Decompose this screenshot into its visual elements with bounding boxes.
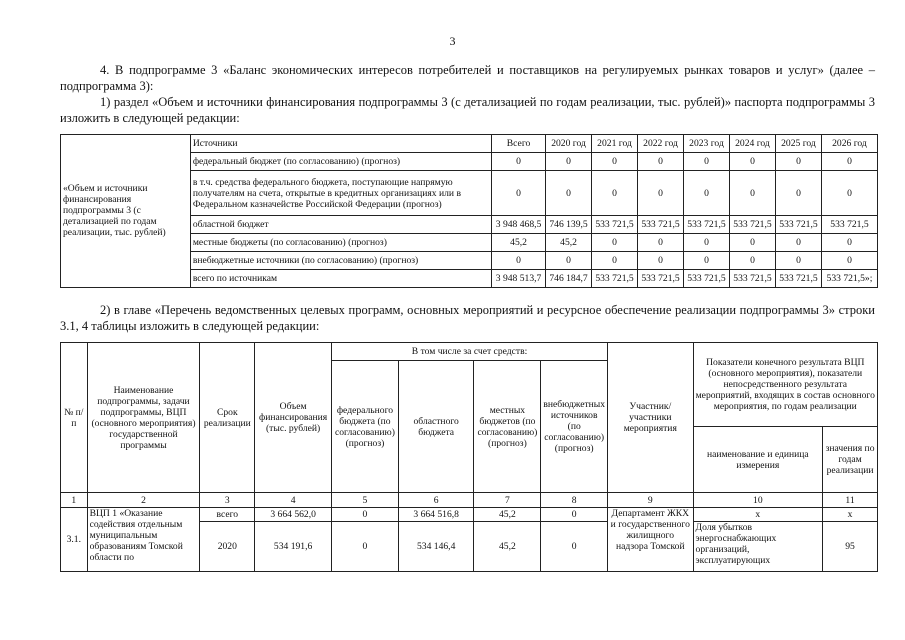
column-number: 7	[474, 493, 541, 508]
column-number: 8	[541, 493, 608, 508]
cell: 0	[592, 153, 638, 171]
cell-federal: 0	[332, 508, 399, 522]
cell: 0	[638, 153, 684, 171]
cell: 0	[592, 171, 638, 216]
cell: 0	[638, 234, 684, 252]
paragraph-subitem-1-text: 1) раздел «Объем и источники финансирования подпрограммы 3 (с детализацией по годам реализации, тыс. рублей)» паспорта подпрограммы 3 изложить в следующей редакции:	[60, 95, 875, 125]
cell: 533 721,5	[592, 270, 638, 288]
header-sources: Источники	[190, 135, 491, 153]
table-row	[61, 508, 878, 522]
row-label: всего по источникам	[190, 270, 491, 288]
cell: 0	[546, 171, 592, 216]
header-indicator-name: наименование и единица измерения	[693, 427, 823, 493]
cell-regional: 3 664 516,8	[398, 508, 474, 522]
header-total: Всего	[492, 135, 546, 153]
cell: 746 139,5	[546, 216, 592, 234]
cell: 0	[492, 153, 546, 171]
cell: 0	[546, 252, 592, 270]
column-number: 11	[823, 493, 878, 508]
cell: 0	[592, 252, 638, 270]
cell-local: 45,2	[474, 508, 541, 522]
column-number: 4	[255, 493, 332, 508]
cell-indicator-name: x	[693, 508, 823, 522]
column-number: 10	[693, 493, 823, 508]
header-2022: 2022 год	[638, 135, 684, 153]
cell-local: 45,2	[474, 522, 541, 572]
row-label: в т.ч. средства федерального бюджета, поступающие напрямую получателям на счета, открытые в кредитных организациях или в Федеральном казначействе Российской Федерации (прогноз)	[190, 171, 491, 216]
cell: 0	[684, 153, 730, 171]
cell: 0	[775, 153, 821, 171]
row-label: областной бюджет	[190, 216, 491, 234]
cell: 0	[638, 252, 684, 270]
cell: 3 948 468,5	[492, 216, 546, 234]
header-2025: 2025 год	[775, 135, 821, 153]
cell: 0	[492, 252, 546, 270]
cell-regional: 534 146,4	[398, 522, 474, 572]
header-federal: федерального бюджета (по согласованию) (прогноз)	[332, 361, 399, 493]
header-indicators: Показатели конечного результата ВЦП (основного мероприятия), показатели непосредственного результата мероприятий, входящих в состав основного мероприятия, по годам реализации	[693, 343, 877, 427]
paragraph-item-4	[60, 62, 875, 94]
cell: 0	[684, 234, 730, 252]
cell: 0	[684, 171, 730, 216]
cell-volume: 3 664 562,0	[255, 508, 332, 522]
cell: 0	[775, 234, 821, 252]
cell-volume: 534 191,6	[255, 522, 332, 572]
header-including: В том числе за счет средств:	[332, 343, 608, 361]
row-name: ВЦП 1 «Оказание содействия отдельным муниципальным образованиям Томской области по	[87, 508, 200, 572]
header-regional: областного бюджета	[398, 361, 474, 493]
cell: 533 721,5	[638, 270, 684, 288]
cell: 0	[821, 153, 877, 171]
cell: 0	[729, 171, 775, 216]
header-2023: 2023 год	[684, 135, 730, 153]
cell: 45,2	[546, 234, 592, 252]
cell: 0	[729, 252, 775, 270]
cell: 0	[775, 171, 821, 216]
cell: 0	[821, 252, 877, 270]
cell: 533 721,5	[775, 270, 821, 288]
paragraph-subitem-2	[60, 302, 875, 334]
cell-term: всего	[200, 508, 255, 522]
programs-table	[60, 342, 878, 572]
column-number: 9	[608, 493, 694, 508]
cell: 533 721,5	[592, 216, 638, 234]
cell: 533 721,5»;	[821, 270, 877, 288]
cell-indicator-value: 95	[823, 522, 878, 572]
row-number: 3.1.	[61, 508, 88, 572]
header-2021: 2021 год	[592, 135, 638, 153]
row-label: федеральный бюджет (по согласованию) (прогноз)	[190, 153, 491, 171]
cell: 0	[775, 252, 821, 270]
header-volume: Объем финансирования (тыс. рублей)	[255, 343, 332, 493]
cell-extrabudget: 0	[541, 522, 608, 572]
cell: 533 721,5	[775, 216, 821, 234]
header-term: Срок реализации	[200, 343, 255, 493]
cell: 0	[821, 171, 877, 216]
paragraph-subitem-2-text: 2) в главе «Перечень ведомственных целевых программ, основных мероприятий и ресурсное обеспечение реализации подпрограммы 3» строки 3.1, 4 таблицы изложить в следующей редакции:	[60, 303, 875, 333]
column-number: 2	[87, 493, 200, 508]
cell-indicator-name: Доля убытков энергоснабжающих организаций, эксплуатирующих	[693, 522, 823, 572]
financing-table	[60, 134, 878, 288]
header-2024: 2024 год	[729, 135, 775, 153]
cell: 533 721,5	[638, 216, 684, 234]
cell: 746 184,7	[546, 270, 592, 288]
cell: 0	[729, 153, 775, 171]
cell: 533 721,5	[729, 216, 775, 234]
cell: 3 948 513,7	[492, 270, 546, 288]
row-participant: Департамент ЖКХ и государственного жилищного надзора Томской	[608, 508, 694, 572]
header-number: № п/п	[61, 343, 88, 493]
cell: 0	[546, 153, 592, 171]
cell-federal: 0	[332, 522, 399, 572]
cell: 45,2	[492, 234, 546, 252]
header-name: Наименование подпрограммы, задачи подпрограммы, ВЦП (основного мероприятия) государственной программы	[87, 343, 200, 493]
cell: 0	[592, 234, 638, 252]
cell-extrabudget: 0	[541, 508, 608, 522]
cell: 533 721,5	[684, 216, 730, 234]
cell: 0	[638, 171, 684, 216]
cell: 0	[729, 234, 775, 252]
header-participant: Участник/ участники мероприятия	[608, 343, 694, 493]
header-indicator-values: значения по годам реализации	[823, 427, 878, 493]
column-number: 1	[61, 493, 88, 508]
financing-section-title: «Объем и источники финансирования подпрограммы 3 (с детализацией по годам реализации, тыс. рублей)	[61, 135, 191, 288]
cell: 0	[492, 171, 546, 216]
row-label: внебюджетные источники (по согласованию) (прогноз)	[190, 252, 491, 270]
paragraph-item-4-text: 4. В подпрограмме 3 «Баланс экономических интересов потребителей и поставщиков на регулируемых рынках товаров и услуг» (далее – подпрограмма 3):	[60, 63, 875, 93]
cell: 533 721,5	[821, 216, 877, 234]
row-label: местные бюджеты (по согласованию) (прогноз)	[190, 234, 491, 252]
cell: 0	[684, 252, 730, 270]
header-2020: 2020 год	[546, 135, 592, 153]
header-local: местных бюджетов (по согласованию) (прогноз)	[474, 361, 541, 493]
cell: 0	[821, 234, 877, 252]
cell: 533 721,5	[684, 270, 730, 288]
column-number: 5	[332, 493, 399, 508]
column-number: 3	[200, 493, 255, 508]
page-number: 3	[449, 34, 456, 48]
column-number-row	[61, 493, 878, 508]
column-number: 6	[398, 493, 474, 508]
cell-term: 2020	[200, 522, 255, 572]
cell-indicator-value: x	[823, 508, 878, 522]
header-2026: 2026 год	[821, 135, 877, 153]
header-extrabudget: внебюджетных источников (по согласованию) (прогноз)	[541, 361, 608, 493]
paragraph-subitem-1	[60, 94, 875, 126]
cell: 533 721,5	[729, 270, 775, 288]
